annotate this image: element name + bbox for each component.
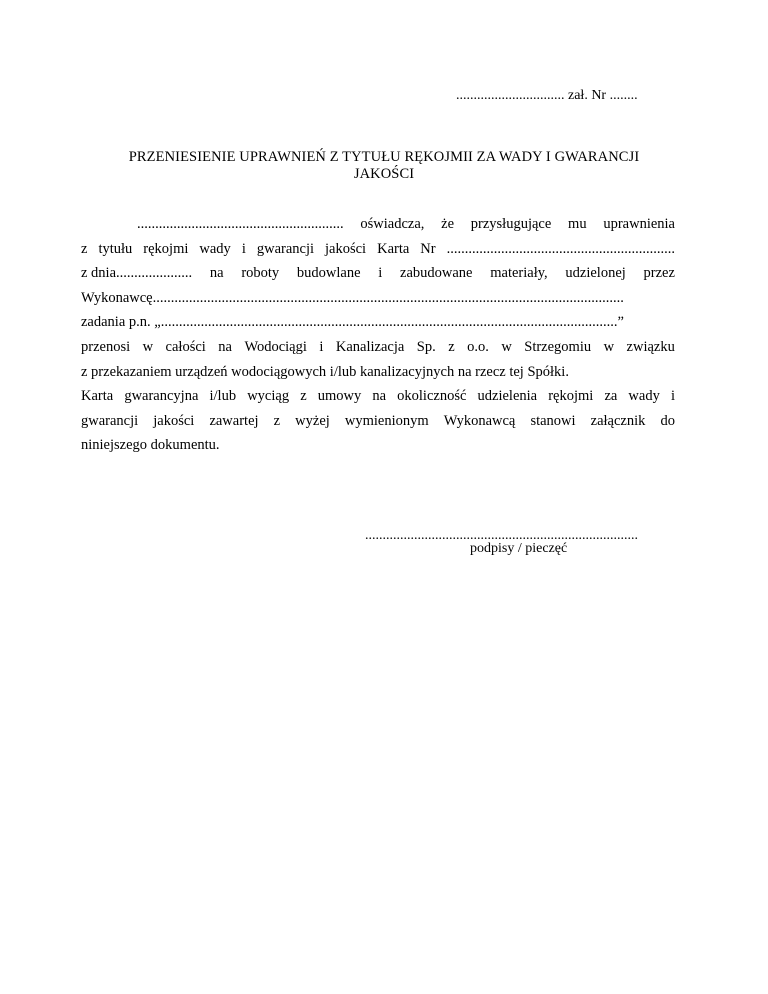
body-word: Nr — [420, 240, 436, 257]
body-word: zabudowane — [400, 265, 473, 282]
body-word: rękojmi — [143, 240, 189, 257]
body-word: Karta — [377, 240, 410, 257]
body-line-1 — [81, 212, 675, 237]
body-word: i/lub — [209, 388, 237, 405]
body-word: wymienionym — [344, 412, 429, 429]
signature-line: .............................................................................. — [365, 528, 638, 543]
signature-label: podpisy / pieczęć — [470, 541, 568, 556]
body-word: gwarancji — [256, 240, 315, 257]
body-word: przez — [643, 265, 675, 282]
body-word: udzielonej — [565, 265, 626, 282]
body-word: i — [378, 265, 383, 282]
body-word: wyciąg — [247, 388, 290, 405]
body-word: okoliczność — [397, 388, 467, 405]
body-line-3 — [81, 261, 675, 286]
body-word: Wodociągi — [244, 338, 307, 355]
body-line-9 — [81, 409, 675, 434]
body-word: oświadcza, — [360, 216, 425, 232]
body-word: gwarancji — [81, 412, 139, 429]
attachment-number-field: ............................... zał. Nr ........ — [456, 88, 638, 103]
body-word: w — [142, 338, 154, 355]
body-line-8 — [81, 384, 675, 409]
body-word: mu — [568, 216, 587, 232]
body-word: Wykonawcą — [443, 412, 516, 429]
body-word: Sp. — [416, 338, 436, 355]
body-line-5: zadania p.n. „..............................................................................................................................” — [81, 314, 624, 331]
body-word: roboty — [241, 265, 280, 282]
body-word: stanowi — [530, 412, 576, 429]
body-word: jakości — [153, 412, 195, 429]
body-line-6 — [81, 335, 675, 360]
body-line-4: Wykonawcę.................................................................................................................................. — [81, 289, 624, 306]
body-word: przenosi — [81, 338, 131, 355]
body-word: z — [81, 240, 88, 257]
body-word: jakości — [325, 240, 367, 257]
body-word: z dnia..................... — [81, 265, 193, 282]
body-word: o.o. — [467, 338, 489, 355]
document-title — [80, 149, 688, 183]
body-word: na — [209, 265, 224, 282]
body-word: i — [241, 240, 246, 257]
body-word: że — [441, 216, 455, 232]
body-word: przysługujące — [470, 216, 552, 232]
body-line-2 — [81, 237, 675, 262]
body-word: materiały, — [490, 265, 548, 282]
body-word: udzielenia — [477, 388, 538, 405]
body-word: rękojmi — [548, 388, 594, 405]
body-word: Strzegomiu — [524, 338, 592, 355]
body-word: związku — [626, 338, 675, 355]
body-word: wyżej — [295, 412, 330, 429]
declaration-body — [81, 212, 675, 458]
body-word: gwarancyjna — [124, 388, 199, 405]
document-title-line-1: PRZENIESIENIE UPRAWNIEŃ Z TYTUŁU RĘKOJMII ZA WADY I GWARANCJI — [128, 149, 640, 165]
body-word: do — [660, 412, 675, 429]
body-word: na — [372, 388, 387, 405]
body-word: z — [448, 338, 455, 355]
body-word: Karta — [81, 388, 114, 405]
body-word: i — [319, 338, 324, 355]
body-word: budowlane — [296, 265, 361, 282]
body-word: zawartej — [209, 412, 259, 429]
body-word: uprawnienia — [603, 216, 675, 232]
body-word: Kanalizacja — [335, 338, 405, 355]
body-word: z — [300, 388, 307, 405]
body-word: ......................................................... — [137, 216, 344, 232]
body-word: wady — [628, 388, 660, 405]
body-line-10: niniejszego dokumentu. — [81, 437, 220, 454]
body-word: na — [218, 338, 232, 355]
body-line-7: z przekazaniem urządzeń wodociągowych i/lub kanalizacyjnych na rzecz tej Spółki. — [81, 363, 569, 380]
body-word: tytułu — [98, 240, 133, 257]
body-word: i — [670, 388, 675, 405]
document-title-line-2: JAKOŚCI — [353, 166, 415, 182]
body-word: wady — [199, 240, 231, 257]
body-word: za — [604, 388, 618, 405]
body-word: ............................................................... — [446, 240, 675, 257]
body-word: załącznik — [590, 412, 646, 429]
body-word: w — [501, 338, 512, 355]
body-word: z — [273, 412, 281, 429]
body-word: całości — [165, 338, 206, 355]
body-word: w — [603, 338, 615, 355]
body-word: umowy — [317, 388, 362, 405]
